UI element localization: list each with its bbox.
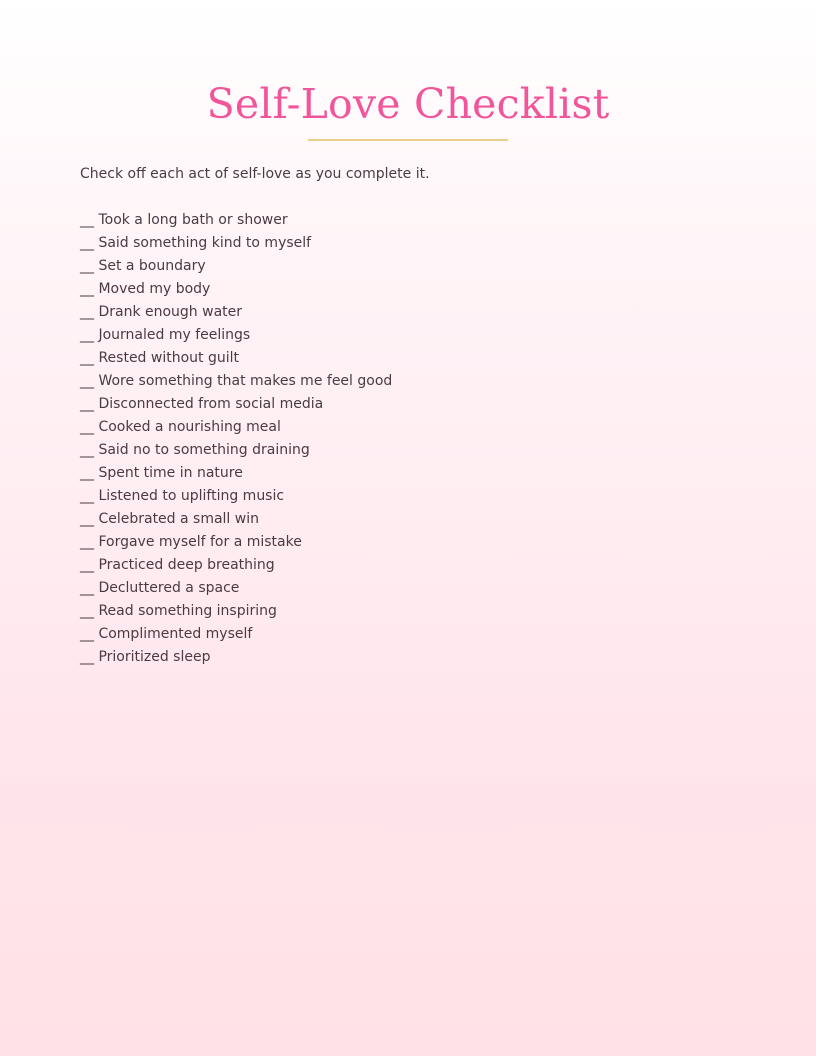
- title-divider: [308, 139, 508, 141]
- checklist-item: __ Cooked a nourishing meal: [80, 419, 281, 435]
- checklist-item: __ Decluttered a space: [80, 580, 240, 596]
- checklist-item: __ Took a long bath or shower: [80, 212, 288, 228]
- checklist-item: __ Listened to uplifting music: [80, 488, 285, 504]
- checklist-item: __ Complimented myself: [80, 626, 253, 642]
- checklist-item: __ Disconnected from social media: [80, 396, 324, 412]
- checklist-item: __ Said something kind to myself: [80, 235, 312, 251]
- checklist: [80, 209, 392, 669]
- page-title: Self-Love Checklist: [206, 80, 610, 128]
- checklist-item: __ Read something inspiring: [80, 603, 277, 619]
- checklist-item: __ Forgave myself for a mistake: [80, 534, 302, 550]
- checklist-item: __ Prioritized sleep: [80, 649, 211, 665]
- checklist-item: __ Journaled my feelings: [80, 327, 251, 343]
- checklist-item: __ Moved my body: [80, 281, 211, 297]
- checklist-item: __ Drank enough water: [80, 304, 243, 320]
- checklist-item: __ Said no to something draining: [80, 442, 310, 458]
- checklist-item: __ Practiced deep breathing: [80, 557, 275, 573]
- checklist-item: __ Celebrated a small win: [80, 511, 259, 527]
- checklist-item: __ Set a boundary: [80, 258, 206, 274]
- checklist-item: __ Spent time in nature: [80, 465, 243, 481]
- checklist-item: __ Rested without guilt: [80, 350, 240, 366]
- checklist-item: __ Wore something that makes me feel good: [80, 373, 393, 389]
- intro-text: Check off each act of self-love as you complete it.: [80, 166, 430, 182]
